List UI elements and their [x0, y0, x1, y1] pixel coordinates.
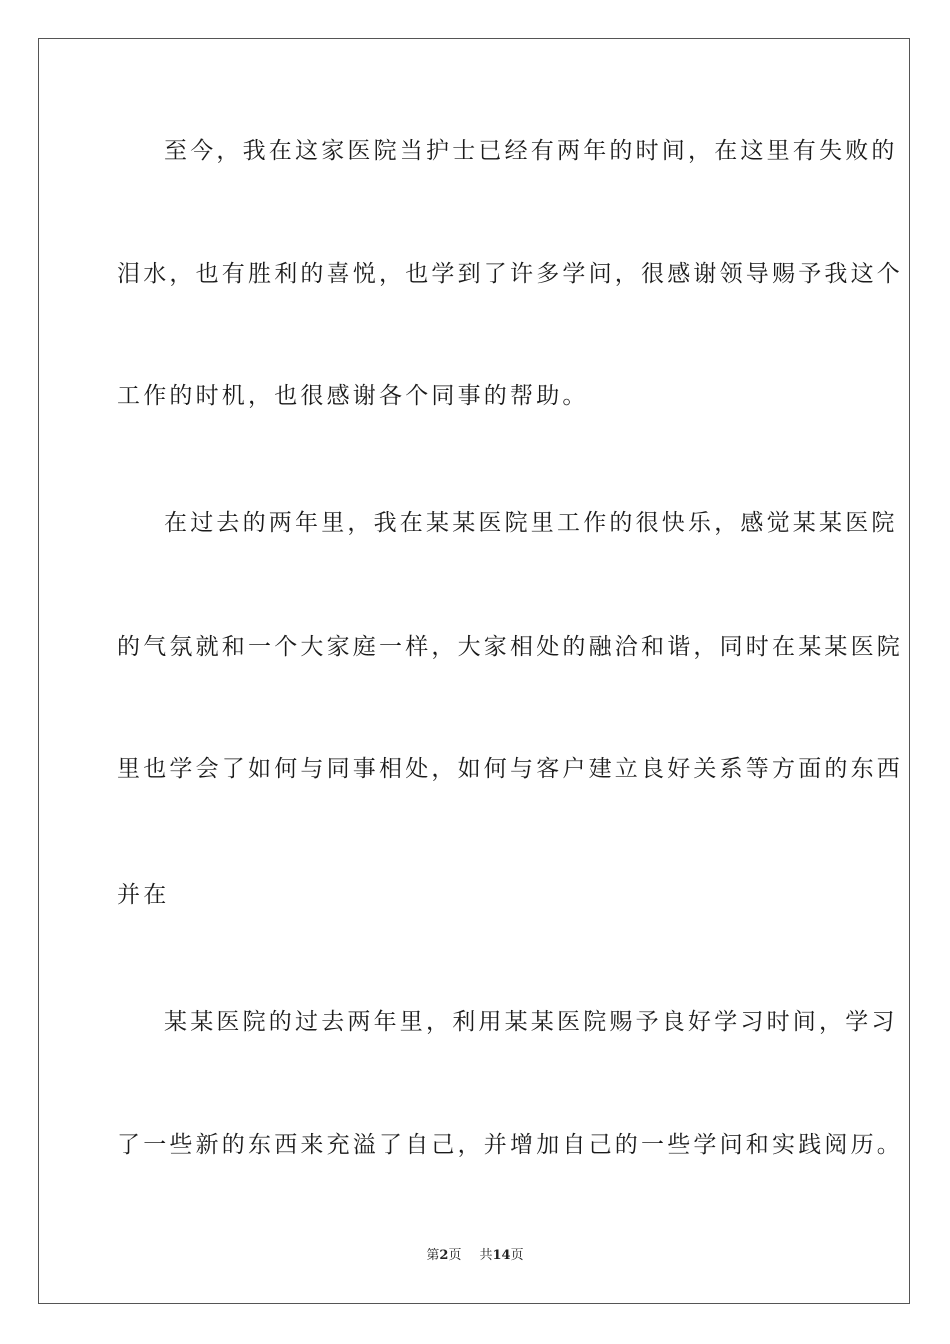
body-text-line: 里也学会了如何与同事相处，如何与客户建立良好关系等方面的东西 — [117, 756, 903, 782]
total-suffix: 页 — [510, 1248, 524, 1263]
page-number: 2 — [439, 1248, 449, 1263]
body-text-line: 的气氛就和一个大家庭一样，大家相处的融洽和谐，同时在某某医院 — [117, 634, 903, 660]
page-footer — [0, 1248, 950, 1264]
body-text-line: 泪水，也有胜利的喜悦，也学到了许多学问，很感谢领导赐予我这个 — [117, 261, 903, 287]
body-text-line: 某某医院的过去两年里，利用某某医院赐予良好学习时间，学习 — [164, 1009, 898, 1035]
body-text-line: 在过去的两年里，我在某某医院里工作的很快乐，感觉某某医院 — [164, 510, 898, 536]
page-suffix: 页 — [448, 1248, 462, 1263]
page-prefix: 第 — [426, 1248, 440, 1263]
total-pages: 14 — [492, 1248, 511, 1263]
body-text-line: 并在 — [117, 882, 170, 908]
page-border — [38, 38, 910, 1304]
total-prefix: 共 — [479, 1248, 493, 1263]
body-text-line: 至今，我在这家医院当护士已经有两年的时间，在这里有失败的 — [164, 138, 898, 164]
body-text-line: 工作的时机，也很感谢各个同事的帮助。 — [117, 383, 589, 409]
body-text-line: 了一些新的东西来充溢了自己，并增加自己的一些学问和实践阅历。 — [117, 1132, 903, 1158]
